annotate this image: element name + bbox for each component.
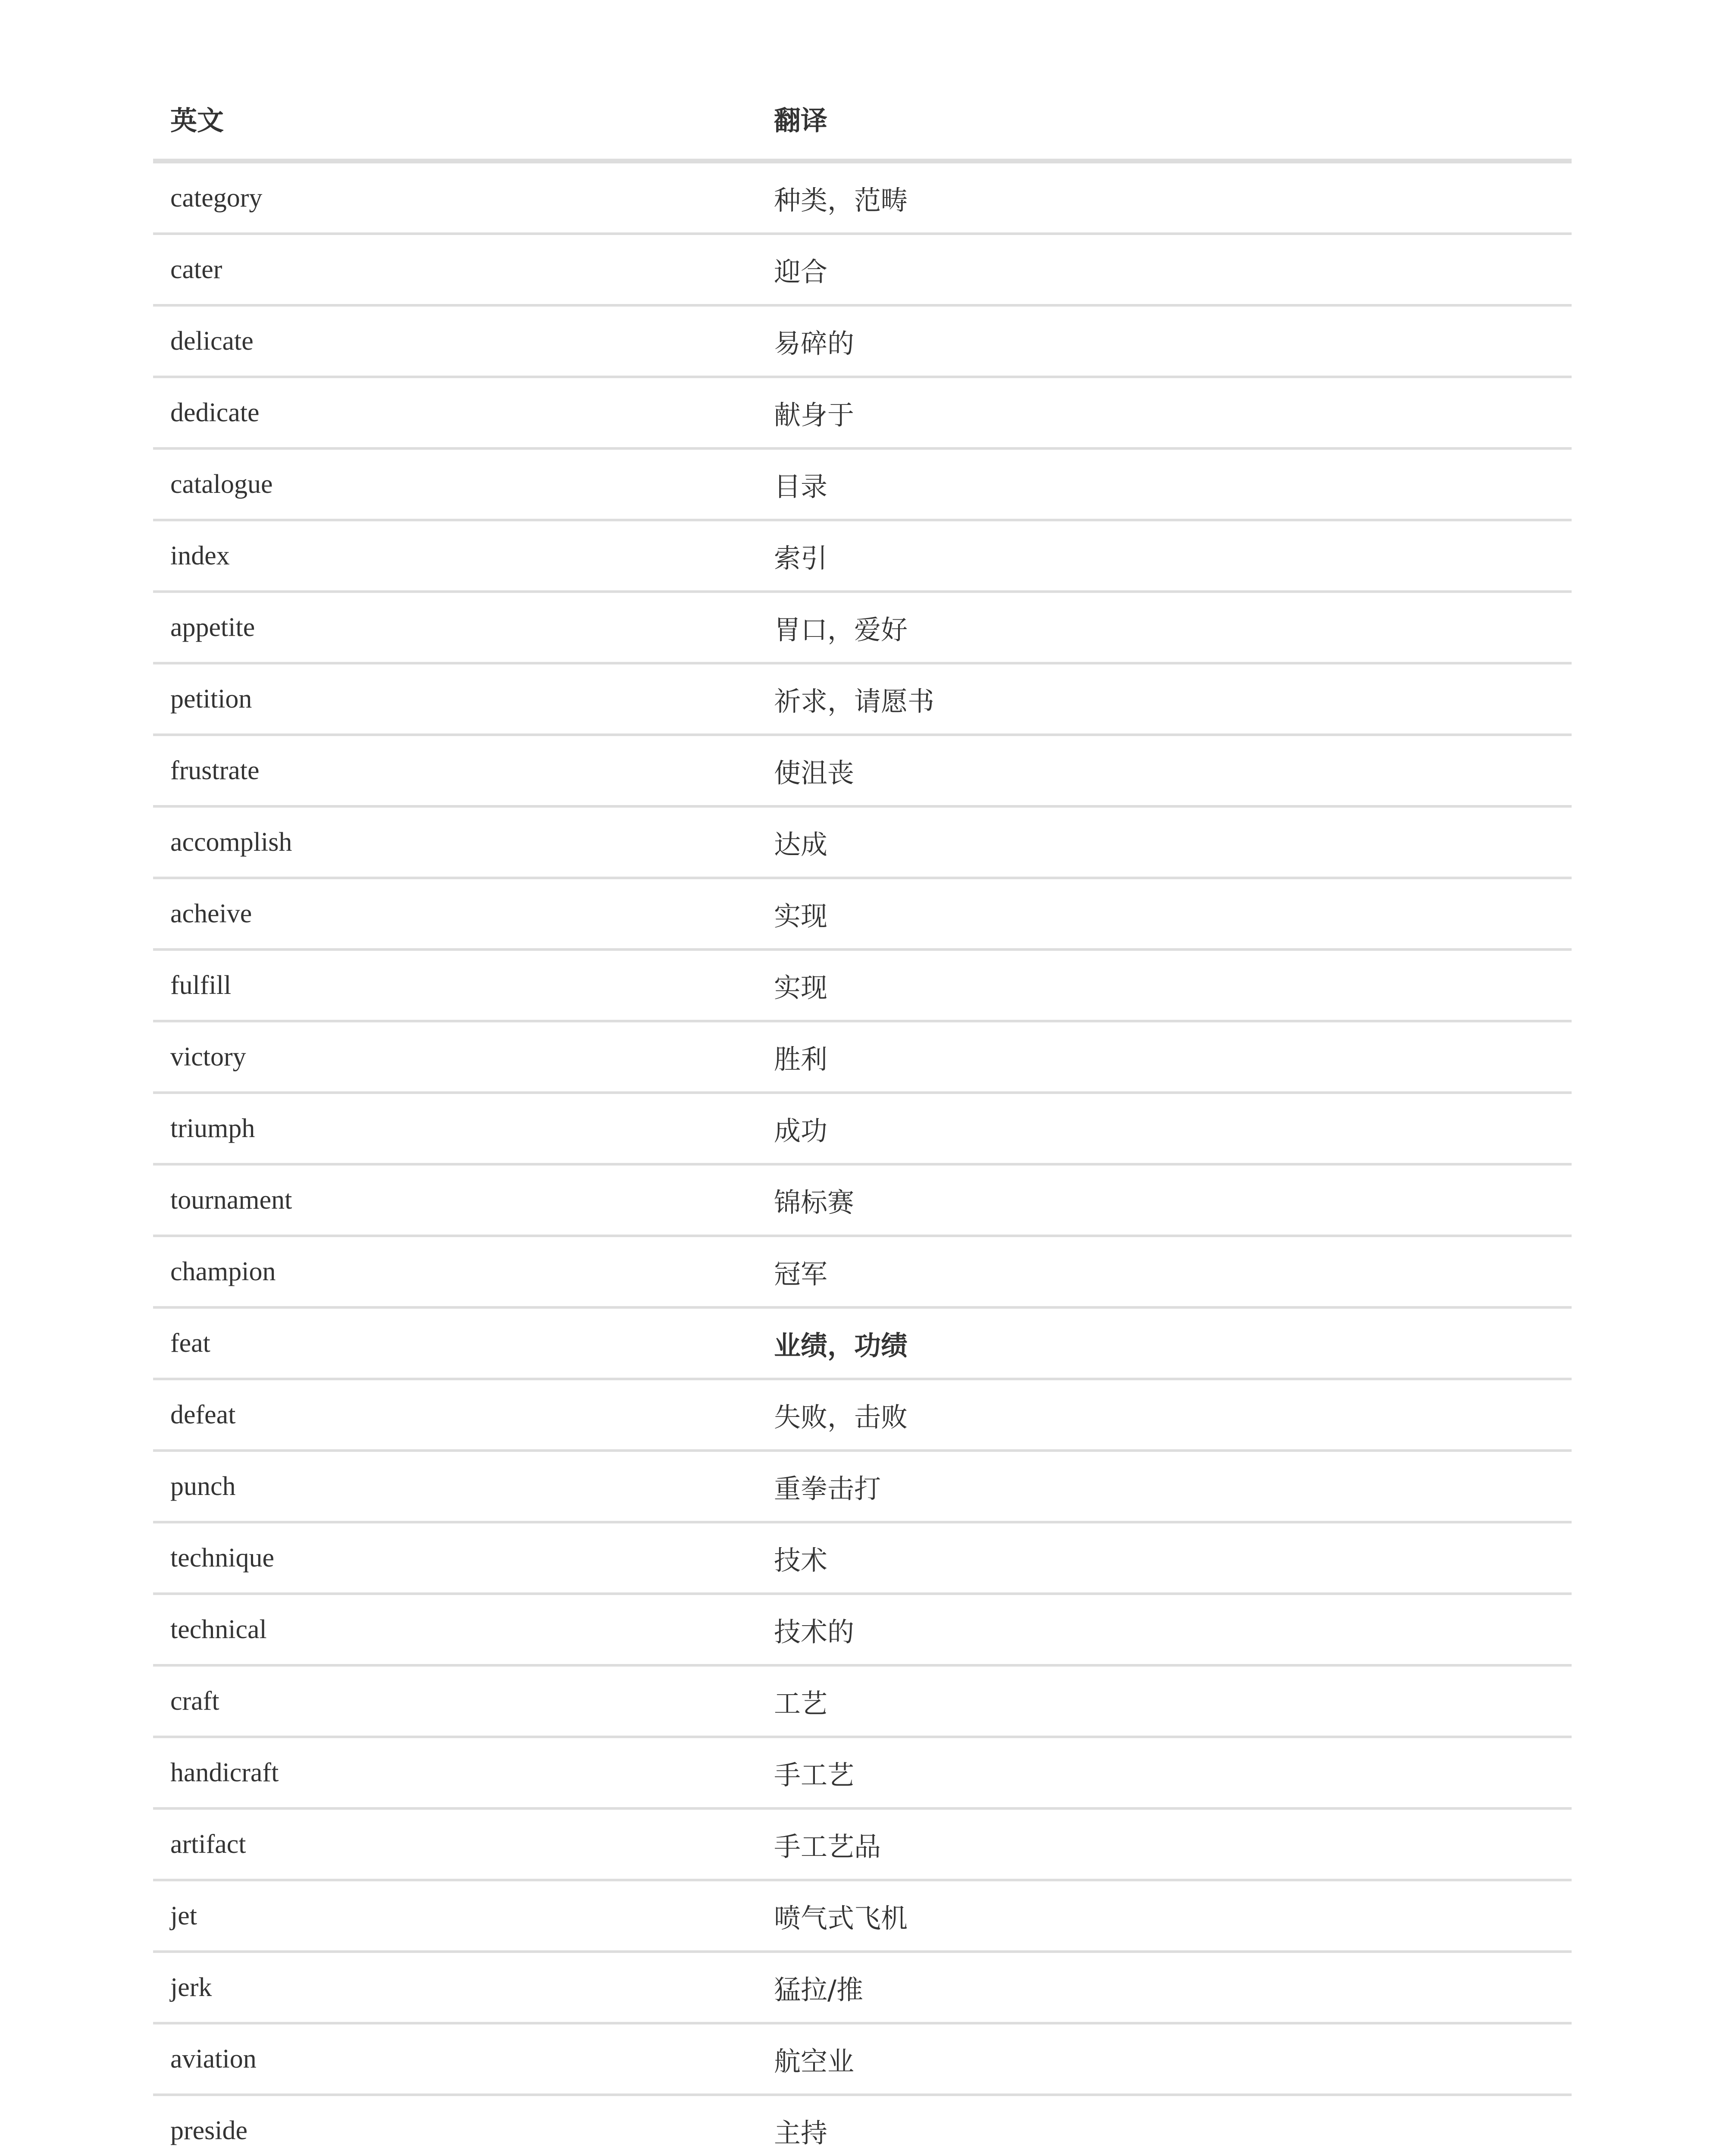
- translation: 工艺: [757, 1665, 1572, 1737]
- english-word: punch: [153, 1451, 757, 1522]
- english-word: technique: [153, 1522, 757, 1594]
- translation: 主持: [757, 2095, 1572, 2156]
- english-word: craft: [153, 1665, 757, 1737]
- english-word: triumph: [153, 1093, 757, 1164]
- table-row: [153, 448, 1572, 520]
- english-word: frustrate: [153, 735, 757, 806]
- translation: 猛拉/推: [757, 1952, 1572, 2023]
- table-row: [153, 663, 1572, 735]
- table-row: [153, 1522, 1572, 1594]
- translation: 胜利: [757, 1021, 1572, 1093]
- translation: 重拳击打: [757, 1451, 1572, 1522]
- header-translation: 翻译: [757, 78, 1572, 161]
- table-row: [153, 1737, 1572, 1808]
- translation: 手工艺: [757, 1737, 1572, 1808]
- translation: 种类，范畴: [757, 161, 1572, 234]
- english-word: artifact: [153, 1808, 757, 1880]
- table-row: [153, 1880, 1572, 1952]
- table-row: [153, 1021, 1572, 1093]
- table-row: [153, 1594, 1572, 1665]
- table-row: [153, 1236, 1572, 1307]
- english-word: feat: [153, 1307, 757, 1379]
- translation: 业绩，功绩: [757, 1307, 1572, 1379]
- table-row: [153, 2095, 1572, 2156]
- table-row: [153, 1093, 1572, 1164]
- table-row: [153, 2023, 1572, 2095]
- translation: 祈求，请愿书: [757, 663, 1572, 735]
- translation: 手工艺品: [757, 1808, 1572, 1880]
- translation: 胃口，爱好: [757, 592, 1572, 663]
- translation: 航空业: [757, 2023, 1572, 2095]
- translation: 索引: [757, 520, 1572, 592]
- translation: 实现: [757, 878, 1572, 950]
- table-row: [153, 878, 1572, 950]
- table-row: [153, 1952, 1572, 2023]
- translation: 使沮丧: [757, 735, 1572, 806]
- english-word: delicate: [153, 305, 757, 377]
- translation: 迎合: [757, 234, 1572, 305]
- table-row: [153, 520, 1572, 592]
- translation: 失败，击败: [757, 1379, 1572, 1451]
- english-word: champion: [153, 1236, 757, 1307]
- english-word: preside: [153, 2095, 757, 2156]
- english-word: fulfill: [153, 950, 757, 1021]
- table-row: [153, 305, 1572, 377]
- table-row: [153, 234, 1572, 305]
- english-word: catalogue: [153, 448, 757, 520]
- english-word: cater: [153, 234, 757, 305]
- translation: 冠军: [757, 1236, 1572, 1307]
- english-word: jet: [153, 1880, 757, 1952]
- english-word: defeat: [153, 1379, 757, 1451]
- english-word: petition: [153, 663, 757, 735]
- table-row: [153, 1665, 1572, 1737]
- translation: 易碎的: [757, 305, 1572, 377]
- header-english: 英文: [153, 78, 757, 161]
- english-word: victory: [153, 1021, 757, 1093]
- english-word: technical: [153, 1594, 757, 1665]
- document-page: [153, 78, 1572, 2156]
- english-word: jerk: [153, 1952, 757, 2023]
- vocabulary-table: [153, 78, 1572, 2156]
- english-word: tournament: [153, 1164, 757, 1236]
- english-word: index: [153, 520, 757, 592]
- translation: 达成: [757, 806, 1572, 878]
- table-row: [153, 1307, 1572, 1379]
- english-word: dedicate: [153, 377, 757, 448]
- english-word: aviation: [153, 2023, 757, 2095]
- table-row: [153, 377, 1572, 448]
- table-row: [153, 592, 1572, 663]
- table-row: [153, 735, 1572, 806]
- table-row: [153, 1164, 1572, 1236]
- table-row: [153, 161, 1572, 234]
- translation: 目录: [757, 448, 1572, 520]
- english-word: handicraft: [153, 1737, 757, 1808]
- translation: 献身于: [757, 377, 1572, 448]
- table-body: [153, 161, 1572, 2156]
- table-row: [153, 806, 1572, 878]
- header-row: [153, 78, 1572, 161]
- table-row: [153, 1451, 1572, 1522]
- english-word: accomplish: [153, 806, 757, 878]
- translation: 喷气式飞机: [757, 1880, 1572, 1952]
- english-word: category: [153, 161, 757, 234]
- translation: 锦标赛: [757, 1164, 1572, 1236]
- english-word: appetite: [153, 592, 757, 663]
- table-row: [153, 1379, 1572, 1451]
- translation: 成功: [757, 1093, 1572, 1164]
- table-row: [153, 1808, 1572, 1880]
- table-header: [153, 78, 1572, 161]
- table-row: [153, 950, 1572, 1021]
- english-word: acheive: [153, 878, 757, 950]
- translation: 技术的: [757, 1594, 1572, 1665]
- translation: 实现: [757, 950, 1572, 1021]
- translation: 技术: [757, 1522, 1572, 1594]
